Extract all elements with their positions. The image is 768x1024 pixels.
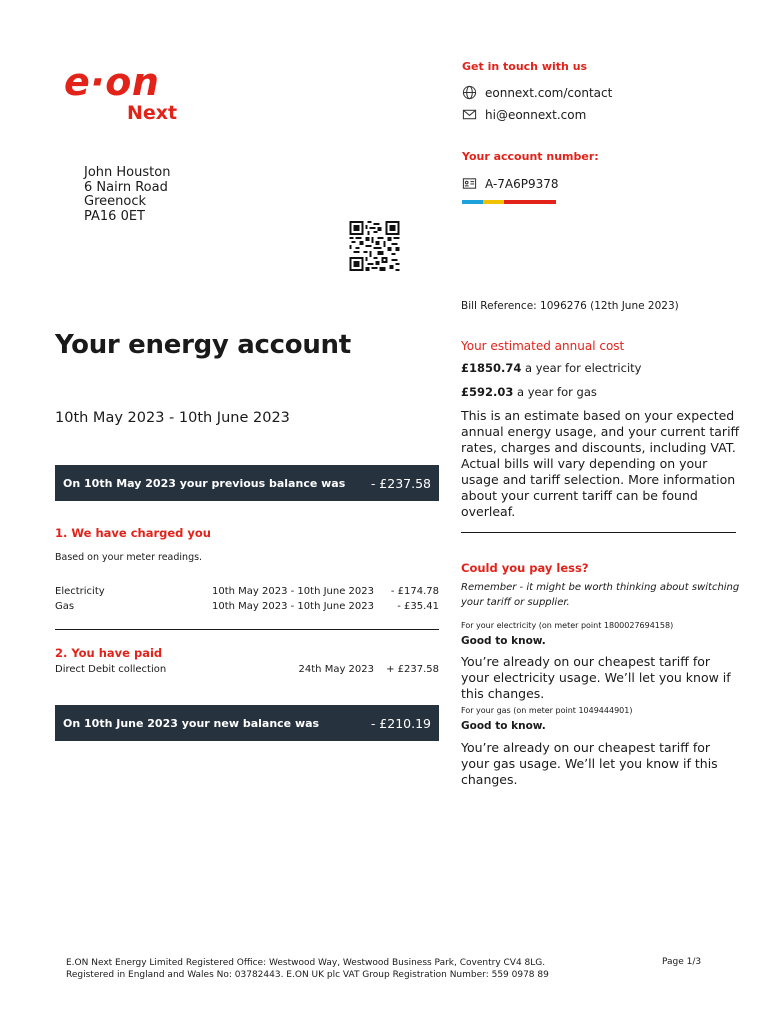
customer-name: John Houston (84, 165, 171, 180)
gas-meter-point: For your gas (on meter point 1049444901) (461, 706, 633, 715)
account-number-title: Your account number: (462, 150, 599, 163)
new-balance-bar (55, 705, 439, 741)
electricity-good-to-know: Good to know. (461, 635, 546, 647)
table-row (55, 586, 439, 599)
pay-less-remember: Remember - it might be worth thinking about switching your tariff or supplier. (461, 582, 740, 608)
electricity-meter-point: For your electricity (on meter point 1800027694158) (461, 621, 674, 630)
address-line1: 6 Nairn Road (84, 179, 168, 195)
page-number: Page 1/3 (662, 957, 702, 967)
logo-sub: Next (127, 102, 178, 124)
previous-balance-label: On 10th May 2023 your previous balance was (63, 476, 346, 490)
logo-brand: e·on (64, 60, 160, 104)
electricity-tariff-text: You’re already on our cheapest tariff for your electricity usage. We’ll let you know if this changes. (461, 654, 731, 701)
address-line2: Greenock (84, 194, 146, 209)
paid-title: 2. You have paid (55, 646, 163, 660)
email-link[interactable]: hi@eonnext.com (485, 107, 587, 122)
contact-title: Get in touch with us (462, 60, 588, 73)
row-period: 10th May 2023 - 10th June 2023 (212, 586, 374, 597)
table-row (55, 601, 439, 614)
charged-title: 1. We have charged you (55, 526, 211, 540)
electricity-estimate-amount: £1850.74 (461, 361, 522, 375)
previous-balance-amount: - £237.58 (370, 475, 431, 491)
bill-reference: Bill Reference: 1096276 (12th June 2023) (461, 300, 679, 312)
gas-tariff-text: You’re already on our cheapest tariff for your gas usage. We’ll let you know if this changes. (461, 740, 718, 787)
divider (461, 532, 736, 533)
row-amount: + £237.58 (386, 664, 439, 675)
gas-good-to-know: Good to know. (461, 720, 546, 732)
new-balance-label: On 10th June 2023 your new balance was (63, 716, 320, 730)
row-amount: - £35.41 (397, 601, 439, 612)
gas-estimate (461, 385, 597, 399)
eon-next-logo (64, 62, 184, 128)
footer (66, 957, 549, 981)
estimate-title: Your estimated annual cost (461, 339, 625, 353)
row-amount: - £174.78 (390, 586, 439, 597)
email-row (462, 107, 586, 122)
envelope-icon (462, 107, 477, 122)
account-number-row (462, 176, 559, 191)
address-postcode: PA16 0ET (84, 208, 146, 224)
electricity-estimate-suffix: a year for electricity (521, 361, 642, 375)
table-row (55, 664, 439, 677)
row-item: Direct Debit collection (55, 664, 167, 675)
electricity-estimate (461, 361, 641, 375)
row-date: 24th May 2023 (298, 664, 374, 675)
brand-color-strip (462, 200, 556, 204)
footer-line1: E.ON Next Energy Limited Registered Office: Westwood Way, Westwood Business Park, Coventry CV4 8LG. (66, 958, 546, 968)
new-balance-amount: - £210.19 (370, 715, 431, 731)
estimate-text: This is an estimate based on your expected annual energy usage, and your current tariff rates, charges and discounts, including VAT. Actual bills will vary depending on your usage and tariff selection. More information about your current tariff can be found overleaf. (461, 408, 740, 519)
divider (55, 629, 439, 630)
qr-code-icon (348, 221, 401, 271)
row-item: Gas (55, 601, 75, 612)
pay-less-title: Could you pay less? (461, 561, 589, 575)
previous-balance-bar (55, 465, 439, 501)
globe-icon (462, 85, 477, 100)
page-title: Your energy account (55, 330, 351, 360)
gas-estimate-suffix: a year for gas (513, 385, 597, 399)
account-number: A-7A6P9378 (485, 176, 559, 191)
charged-note: Based on your meter readings. (55, 552, 203, 563)
row-period: 10th May 2023 - 10th June 2023 (212, 601, 374, 612)
id-card-icon (462, 176, 477, 191)
customer-address (84, 166, 170, 224)
footer-line2: Registered in England and Wales No: 03782443. E.ON UK plc VAT Group Registration Number: 559 0978 89 (66, 970, 549, 980)
row-item: Electricity (55, 586, 105, 597)
website-link[interactable]: eonnext.com/contact (485, 85, 613, 100)
billing-period: 10th May 2023 - 10th June 2023 (55, 410, 290, 426)
gas-estimate-amount: £592.03 (461, 385, 514, 399)
website-row (462, 85, 612, 100)
